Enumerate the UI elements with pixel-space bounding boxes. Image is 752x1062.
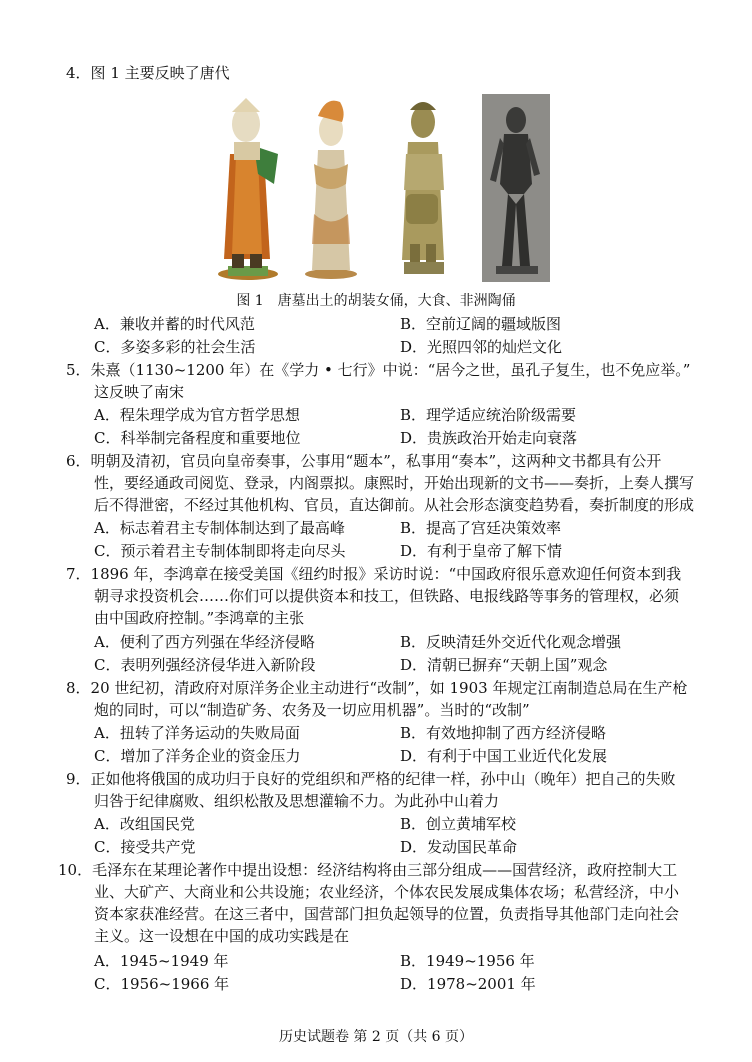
question-6-option-c: C．预示着君主专制体制即将走向尽头 [94,542,346,560]
question-number: 4． [66,64,91,82]
question-7-option-b: B．反映清廷外交近代化观念增强 [400,633,622,651]
question-6-stem [66,450,661,472]
question-4-option-b: B．空前辽阔的疆域版图 [400,315,562,333]
figurine-hu-costume-woman-image [208,94,286,282]
question-number: 9． [66,770,91,788]
question-8-option-c: C．增加了洋务企业的资金压力 [94,747,301,765]
question-7-stem-line-2: 朝寻求投资机会……你们可以提供资本和技工，但铁路、电报线路等事务的管理权，必须 [94,587,680,605]
question-6-stem-line-3: 后不得泄密，不经过其他机构、官员，直达御前。从社会形态演变趋势看，奏折制度的形成 [94,496,695,514]
question-5-option-c: C．科举制完备程度和重要地位 [94,429,301,447]
figure-1 [0,94,752,284]
question-7-option-a: A．便利了西方列强在华经济侵略 [94,633,315,651]
question-6-stem-line-2: 性，要经通政司阅览、登录，内阁票拟。康熙时，开始出现新的文书——奏折，上奏人撰写 [94,474,695,492]
question-5-option-b: B．理学适应统治阶级需要 [400,406,577,424]
question-6-option-d: D．有利于皇帝了解下情 [400,542,563,560]
question-9-stem [66,768,676,790]
question-10-option-a: A．1945~1949 年 [94,952,229,970]
question-text: 1896 年，李鸿章在接受美国《纽约时报》采访时说：“中国政府很乐意欢迎任何资本到我 [90,565,682,583]
question-9-option-a: A．改组国民党 [94,815,195,833]
question-text: 图 1 主要反映了唐代 [90,64,230,82]
question-10-option-d: D．1978~2001 年 [400,975,536,993]
question-4-option-c: C．多姿多彩的社会生活 [94,338,256,356]
question-number: 6． [66,452,91,470]
question-5-option-d: D．贵族政治开始走向衰落 [400,429,578,447]
question-8-option-a: A．扭转了洋务运动的失败局面 [94,724,300,742]
question-4-option-d: D．光照四邻的灿烂文化 [400,338,563,356]
question-8-stem-line-2: 炮的同时，可以“制造矿务、农务及一切应用机器”。当时的“改制” [94,701,530,719]
question-10-stem [58,859,677,881]
question-number: 7． [66,565,91,583]
question-9-option-b: B．创立黄埔军校 [400,815,517,833]
question-5-stem [66,359,690,381]
question-text: 朱熹（1130~1200 年）在《学力 • 七行》中说：“居今之世，虽孔子复生，也不免应举。” [90,361,691,379]
question-10-stem-line-4: 主义。这一设想在中国的成功实践是在 [94,927,350,945]
question-9-option-c: C．接受共产党 [94,838,196,856]
figure-1-caption: 图 1 唐墓出土的胡装女俑，大食、非洲陶俑 [236,293,516,309]
question-number: 8． [66,679,91,697]
question-5-option-a: A．程朱理学成为官方哲学思想 [94,406,300,424]
question-5-stem-line-2: 这反映了南宋 [94,383,185,401]
question-9-option-d: D．发动国民革命 [400,838,518,856]
figurine-woman-image [294,94,368,282]
question-8-option-d: D．有利于中国工业近代化发展 [400,747,608,765]
question-7-option-d: D．清朝已摒弃“天朝上国”观念 [400,656,608,674]
question-9-stem-line-2: 归咎于纪律腐败、组织松散及思想灌输不力。为此孙中山着力 [94,792,500,810]
question-number: 10． [58,861,93,879]
figurine-african-image [482,94,550,282]
question-7-stem-line-3: 由中国政府控制。”李鸿章的主张 [94,609,305,627]
question-text: 正如他将俄国的成功归于良好的党组织和严格的纪律一样，孙中山（晚年）把自己的失败 [90,770,676,788]
question-10-option-c: C．1956~1966 年 [94,975,230,993]
question-text: 明朝及清初，官员向皇帝奏事，公事用“题本”，私事用“奏本”，这两种文书都具有公开 [90,452,662,470]
figurine-arab-image [392,94,454,282]
question-7-option-c: C．表明列强经济侵华进入新阶段 [94,656,316,674]
question-4-option-a: A．兼收并蓄的时代风范 [94,315,255,333]
question-4-stem [66,62,230,84]
question-text: 20 世纪初，清政府对原洋务企业主动进行“改制”，如 1903 年规定江南制造总局在生产枪 [90,679,688,697]
question-10-stem-line-3: 资本家获准经营。在这三者中，国营部门担负起领导的位置，负责指导其他部门走向社会 [94,905,680,923]
page-footer: 历史试题卷 第 2 页（共 6 页） [278,1029,474,1045]
question-6-option-a: A．标志着君主专制体制达到了最高峰 [94,519,345,537]
question-8-stem [66,677,687,699]
question-7-stem [66,563,681,585]
question-6-option-b: B．提高了宫廷决策效率 [400,519,562,537]
question-10-stem-line-2: 业、大矿产、大商业和公共设施；农业经济，个体农民发展成集体农场；私营经济，中小 [94,883,680,901]
question-text: 毛泽东在某理论著作中提出设想：经济结构将由三部分组成——国营经济，政府控制大工 [92,861,678,879]
question-10-option-b: B．1949~1956 年 [400,952,535,970]
question-8-option-b: B．有效地抑制了西方经济侵略 [400,724,607,742]
question-number: 5． [66,361,91,379]
